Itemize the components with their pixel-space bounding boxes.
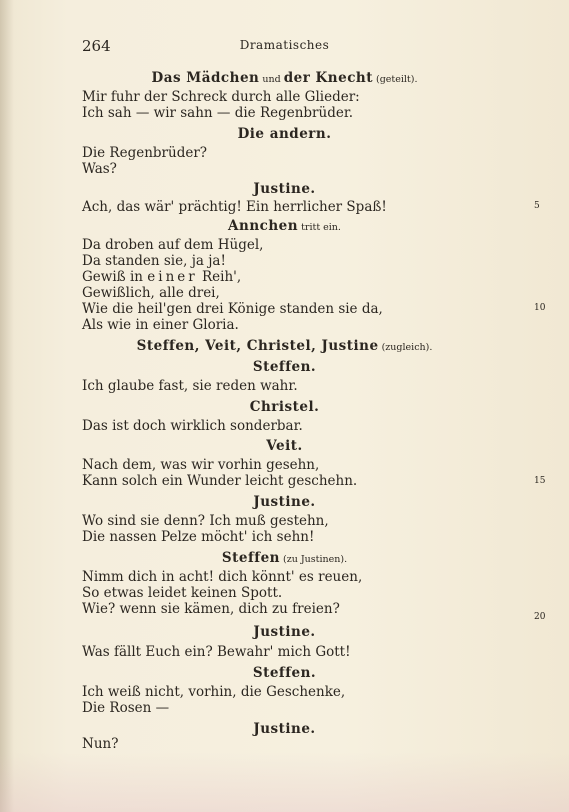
speaker-heading: Das Mädchen und der Knecht (geteilt). xyxy=(151,70,418,86)
verse-line: Ach, das wär' prächtig! Ein herrlicher Spaß! xyxy=(82,199,387,215)
verse-line: Was? xyxy=(82,161,117,177)
verse-line: Was fällt Euch ein? Bewahr' mich Gott! xyxy=(82,644,351,660)
verse-line: Das ist doch wirklich sonderbar. xyxy=(82,418,303,434)
verse-line: Gewißlich, alle drei, xyxy=(82,285,220,301)
verse-line: Da droben auf dem Hügel, xyxy=(82,237,264,253)
speaker-heading: Christel. xyxy=(249,399,320,415)
verse-line: Wie die heil'gen drei Könige standen sie da, xyxy=(82,301,383,317)
verse-line: Ich weiß nicht, vorhin, die Geschenke, xyxy=(82,684,346,700)
speaker-heading: Justine. xyxy=(253,624,316,640)
verse-line: Die Regenbrüder? xyxy=(82,145,208,161)
verse-line: Nach dem, was wir vorhin gesehn, xyxy=(82,457,320,473)
page-number: 264 xyxy=(82,37,111,55)
verse-line: Gewiß in einer Reih', xyxy=(82,269,242,285)
verse-line: Wie? wenn sie kämen, dich zu freien? xyxy=(82,601,340,617)
verse-line: Nun? xyxy=(82,736,119,752)
verse-line: Die Rosen — xyxy=(82,700,170,716)
verse-line: Als wie in einer Gloria. xyxy=(82,317,239,333)
speaker-heading: Steffen. xyxy=(252,359,317,375)
running-title: Dramatisches xyxy=(239,38,330,52)
verse-line: Ich glaube fast, sie reden wahr. xyxy=(82,378,298,394)
line-number: 10 xyxy=(534,303,546,313)
verse-line: So etwas leidet keinen Spott. xyxy=(82,585,283,601)
page-bottom-tint xyxy=(0,752,569,812)
speaker-heading: Justine. xyxy=(253,494,316,510)
verse-line: Da standen sie, ja ja! xyxy=(82,253,226,269)
speaker-heading: Steffen (zu Justinen). xyxy=(221,550,348,566)
speaker-heading: Veit. xyxy=(266,438,303,454)
line-number: 15 xyxy=(534,476,546,486)
verse-line: Mir fuhr der Schreck durch alle Glieder: xyxy=(82,89,360,105)
speaker-heading: Die andern. xyxy=(237,126,332,142)
verse-line: Die nassen Pelze möcht' ich sehn! xyxy=(82,529,315,545)
line-number: 20 xyxy=(534,612,546,622)
verse-line: Ich sah — wir sahn — die Regenbrüder. xyxy=(82,105,354,121)
verse-line: Nimm dich in acht! dich könnt' es reuen, xyxy=(82,569,363,585)
speaker-heading: Justine. xyxy=(253,721,316,737)
speaker-heading: Justine. xyxy=(253,181,316,197)
verse-line: Kann solch ein Wunder leicht geschehn. xyxy=(82,473,358,489)
line-number: 5 xyxy=(534,201,540,211)
verse-line: Wo sind sie denn? Ich muß gestehn, xyxy=(82,513,329,529)
speaker-heading: Steffen. xyxy=(252,665,317,681)
speaker-heading: Annchen tritt ein. xyxy=(228,218,341,234)
speaker-heading: Steffen, Veit, Christel, Justine (zugleich). xyxy=(136,338,433,354)
